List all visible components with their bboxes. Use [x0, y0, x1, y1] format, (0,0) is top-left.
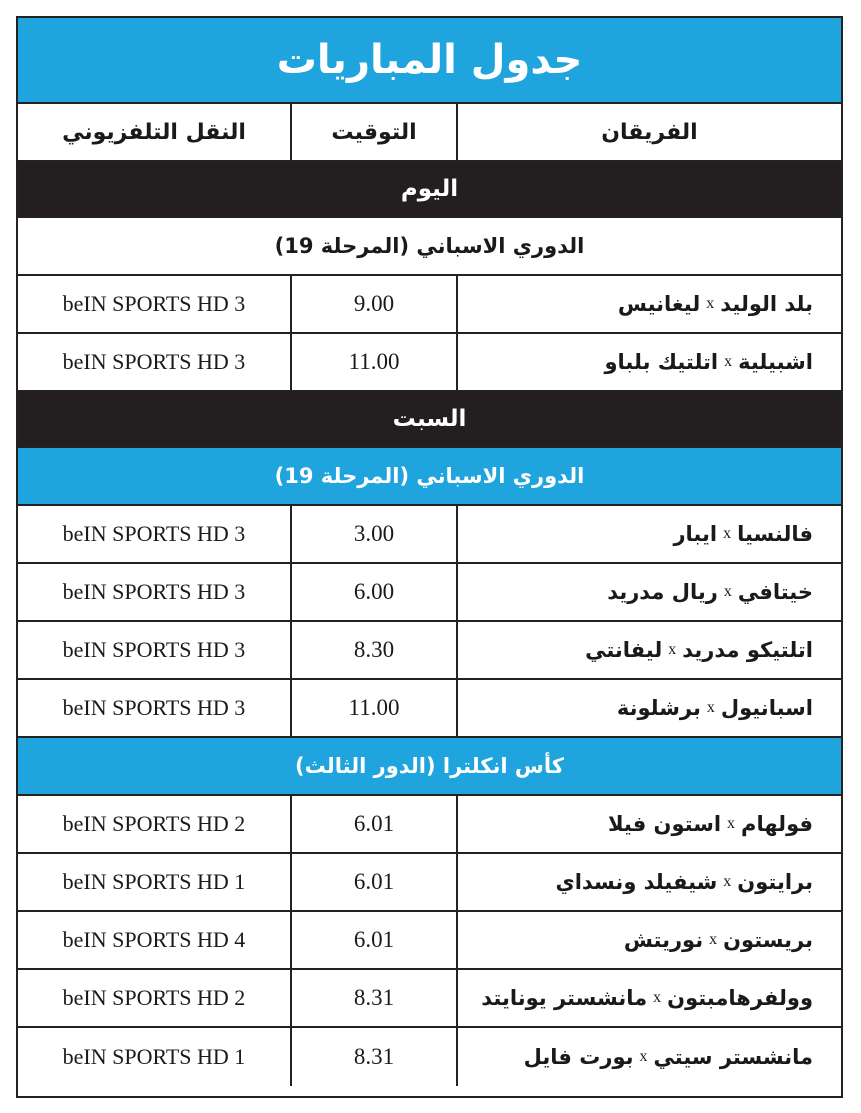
match-time: 8.30: [292, 622, 458, 678]
versus-mark: x: [723, 525, 732, 542]
match-channel: beIN SPORTS HD 3: [18, 564, 292, 620]
match-row: [18, 334, 841, 392]
match-row: [18, 1028, 841, 1086]
schedule-body: [18, 162, 841, 1086]
versus-mark: x: [723, 873, 732, 890]
away-team: نوريتش: [623, 928, 704, 952]
versus-mark: x: [706, 295, 715, 312]
column-header-teams: الفريقان: [601, 119, 698, 145]
match-row: [18, 970, 841, 1028]
match-row: [18, 680, 841, 738]
match-teams: [458, 506, 841, 562]
versus-mark: x: [639, 1048, 648, 1065]
home-team: فالنسيا: [737, 522, 813, 546]
match-time: 3.00: [292, 506, 458, 562]
away-team: ليغانيس: [617, 292, 701, 316]
home-team: برايتون: [737, 870, 813, 894]
match-row: [18, 276, 841, 334]
match-time: 8.31: [292, 970, 458, 1026]
match-row: [18, 796, 841, 854]
match-row: [18, 912, 841, 970]
versus-mark: x: [709, 931, 718, 948]
match-teams: [458, 854, 841, 910]
match-channel: beIN SPORTS HD 3: [18, 276, 292, 332]
match-teams: [458, 680, 841, 736]
match-row: [18, 622, 841, 680]
match-time: 6.01: [292, 854, 458, 910]
match-channel: beIN SPORTS HD 3: [18, 622, 292, 678]
match-time: 11.00: [292, 334, 458, 390]
day-header: اليوم: [18, 162, 841, 218]
match-channel: beIN SPORTS HD 3: [18, 680, 292, 736]
home-team: اتلتيكو مدريد: [682, 638, 813, 662]
home-team: خيتافي: [737, 580, 813, 604]
match-row: [18, 506, 841, 564]
day-header: السبت: [18, 392, 841, 448]
home-team: بلد الوليد: [720, 292, 813, 316]
match-teams: [458, 912, 841, 968]
home-team: اشبيلية: [738, 350, 813, 374]
versus-mark: x: [723, 583, 732, 600]
competition-header: كأس انكلترا (الدور الثالث): [18, 738, 841, 796]
home-team: وولفرهامبتون: [667, 986, 813, 1010]
versus-mark: x: [724, 353, 733, 370]
away-team: شيفيلد ونسداي: [555, 870, 718, 894]
match-channel: beIN SPORTS HD 1: [18, 854, 292, 910]
match-teams: [458, 1028, 841, 1086]
column-header-channel: النقل التلفزيوني: [18, 104, 292, 160]
match-teams: [458, 276, 841, 332]
match-channel: beIN SPORTS HD 3: [18, 334, 292, 390]
match-channel: beIN SPORTS HD 2: [18, 970, 292, 1026]
match-row: [18, 854, 841, 912]
match-time: 11.00: [292, 680, 458, 736]
competition-header: الدوري الاسباني (المرحلة 19): [18, 448, 841, 506]
match-channel: beIN SPORTS HD 2: [18, 796, 292, 852]
away-team: ليفانتي: [585, 638, 663, 662]
match-teams: [458, 622, 841, 678]
match-time: 6.01: [292, 796, 458, 852]
home-team: بريستون: [723, 928, 813, 952]
versus-mark: x: [653, 989, 662, 1006]
schedule-title: جدول المباريات: [18, 18, 841, 104]
match-time: 9.00: [292, 276, 458, 332]
away-team: اتلتيك بلباو: [604, 350, 719, 374]
match-teams: [458, 970, 841, 1026]
away-team: ريال مدريد: [607, 580, 718, 604]
away-team: برشلونة: [616, 696, 701, 720]
match-row: [18, 564, 841, 622]
column-header-row: [18, 104, 841, 162]
away-team: مانشستر يونايتد: [481, 986, 648, 1010]
match-teams: [458, 334, 841, 390]
match-teams: [458, 564, 841, 620]
versus-mark: x: [727, 815, 736, 832]
match-time: 6.01: [292, 912, 458, 968]
home-team: اسبانيول: [720, 696, 813, 720]
away-team: بورت فايل: [523, 1045, 634, 1069]
match-channel: beIN SPORTS HD 1: [18, 1028, 292, 1086]
match-schedule-table: [16, 16, 843, 1098]
versus-mark: x: [706, 699, 715, 716]
match-time: 6.00: [292, 564, 458, 620]
competition-header: الدوري الاسباني (المرحلة 19): [18, 218, 841, 276]
versus-mark: x: [668, 641, 677, 658]
home-team: فولهام: [741, 812, 813, 836]
match-channel: beIN SPORTS HD 3: [18, 506, 292, 562]
away-team: ايبار: [673, 522, 718, 546]
home-team: مانشستر سيتي: [653, 1045, 813, 1069]
match-channel: beIN SPORTS HD 4: [18, 912, 292, 968]
match-teams: [458, 796, 841, 852]
away-team: استون فيلا: [607, 812, 722, 836]
column-header-time: التوقيت: [292, 104, 458, 160]
match-time: 8.31: [292, 1028, 458, 1086]
